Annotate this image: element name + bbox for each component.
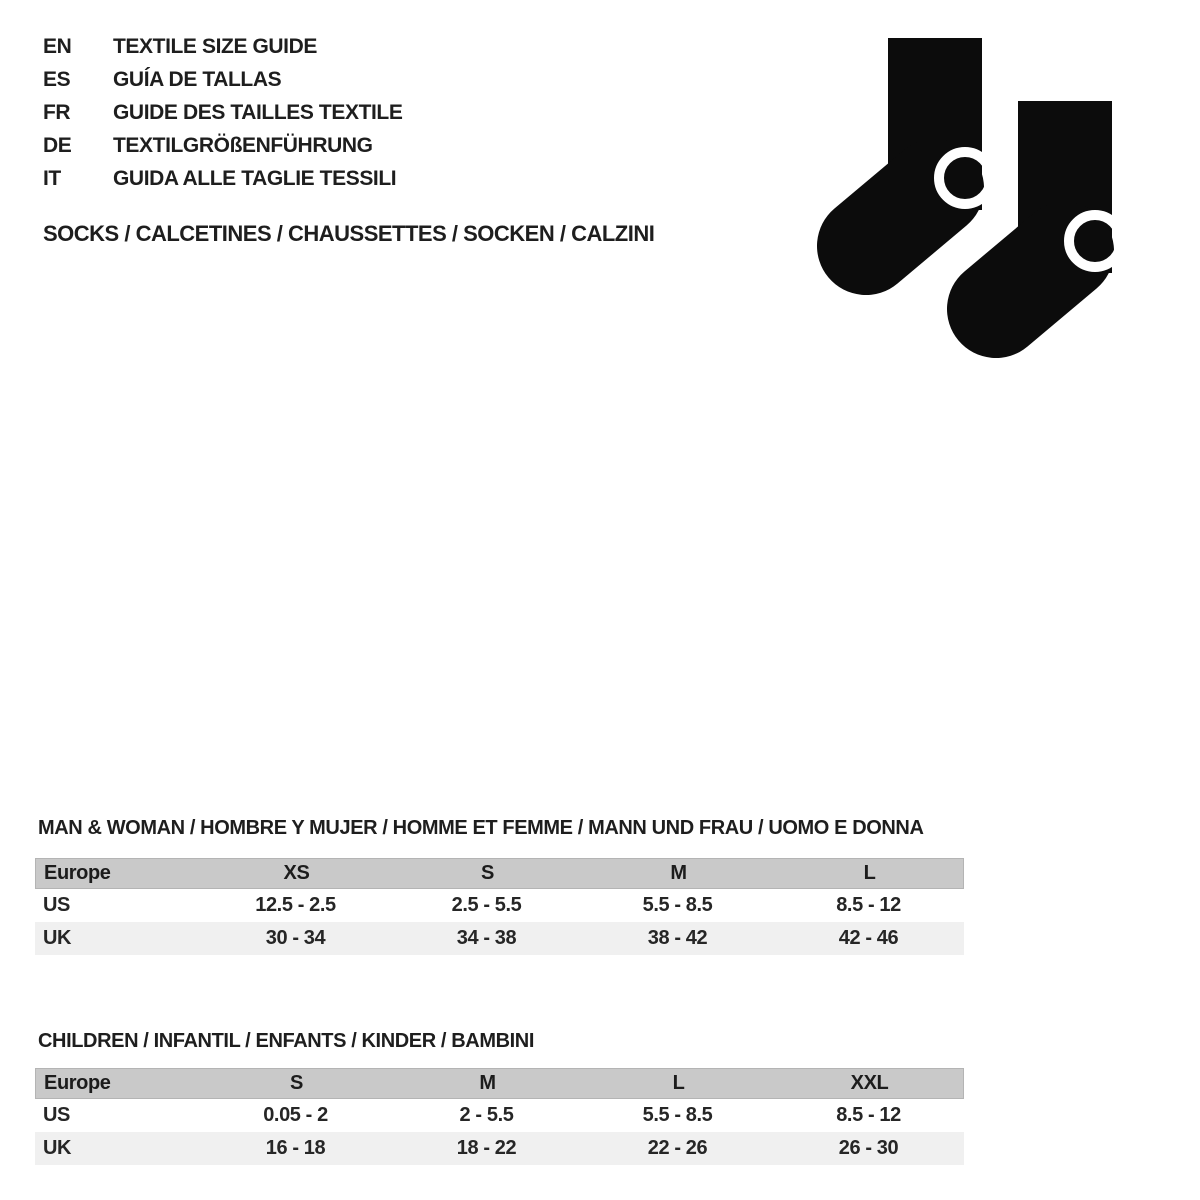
- socks-icon: [810, 30, 1130, 360]
- column-header-europe: Europe: [44, 1072, 111, 1094]
- row-label-us: US: [43, 894, 70, 916]
- language-label: GUIDE DES TAILLES TEXTILE: [113, 100, 403, 124]
- cell-us-s: 0.05 - 2: [263, 1104, 328, 1126]
- category-line: SOCKS / CALCETINES / CHAUSSETTES / SOCKEN / CALZINI: [43, 221, 655, 246]
- table-header-row: [35, 1068, 964, 1099]
- cell-us-s: 2.5 - 5.5: [451, 894, 522, 916]
- cell-uk-m: 18 - 22: [456, 1137, 517, 1159]
- cell-us-l: 5.5 - 8.5: [642, 1104, 713, 1126]
- language-row-de: [43, 129, 402, 162]
- language-label: GUIDA ALLE TAGLIE TESSILI: [113, 166, 397, 190]
- table-row-uk: [35, 1132, 964, 1165]
- size-table-children: [35, 1068, 964, 1165]
- language-label: TEXTILGRÖßENFÜHRUNG: [113, 133, 373, 157]
- section-heading-children: CHILDREN / INFANTIL / ENFANTS / KINDER / BAMBINI: [38, 1030, 534, 1052]
- cell-us-l: 8.5 - 12: [836, 894, 901, 916]
- cell-us-xxl: 8.5 - 12: [836, 1104, 901, 1126]
- language-row-fr: [43, 96, 402, 129]
- cell-us-m: 2 - 5.5: [459, 1104, 514, 1126]
- language-label: TEXTILE SIZE GUIDE: [113, 34, 317, 58]
- row-label-uk: UK: [43, 1137, 72, 1159]
- column-header-s: S: [290, 1072, 303, 1094]
- column-header-europe: Europe: [44, 862, 111, 884]
- column-header-xxl: XXL: [850, 1072, 889, 1094]
- language-code: FR: [43, 100, 71, 124]
- language-code: IT: [43, 166, 61, 190]
- column-header-l: L: [672, 1072, 685, 1094]
- column-header-xs: XS: [283, 862, 310, 884]
- language-row-en: [43, 30, 402, 63]
- cell-uk-l: 22 - 26: [647, 1137, 708, 1159]
- section-heading-man-woman: MAN & WOMAN / HOMBRE Y MUJER / HOMME ET FEMME / MANN UND FRAU / UOMO E DONNA: [38, 817, 924, 839]
- language-code: EN: [43, 34, 72, 58]
- table-row-us: [35, 1099, 964, 1132]
- cell-us-xs: 12.5 - 2.5: [255, 894, 336, 916]
- language-label: GUÍA DE TALLAS: [113, 67, 282, 91]
- column-header-l: L: [863, 862, 876, 884]
- column-header-s: S: [481, 862, 494, 884]
- language-row-es: [43, 63, 402, 96]
- table-header-row: [35, 858, 964, 889]
- sock-left-shape: [866, 38, 982, 246]
- column-header-m: M: [479, 1072, 496, 1094]
- size-table-man-woman: [35, 858, 964, 955]
- cell-us-m: 5.5 - 8.5: [642, 894, 713, 916]
- sock-right-shape: [996, 101, 1112, 309]
- cell-uk-m: 38 - 42: [647, 927, 708, 949]
- cell-uk-l: 42 - 46: [838, 927, 899, 949]
- cell-uk-xs: 30 - 34: [265, 927, 326, 949]
- cell-uk-s: 34 - 38: [456, 927, 517, 949]
- language-code: DE: [43, 133, 72, 157]
- cell-uk-s: 16 - 18: [265, 1137, 326, 1159]
- row-label-uk: UK: [43, 927, 72, 949]
- cell-uk-xxl: 26 - 30: [838, 1137, 899, 1159]
- table-row-uk: [35, 922, 964, 955]
- language-title-block: [43, 30, 402, 195]
- column-header-m: M: [670, 862, 687, 884]
- language-code: ES: [43, 67, 71, 91]
- row-label-us: US: [43, 1104, 70, 1126]
- table-row-us: [35, 889, 964, 922]
- language-row-it: [43, 162, 402, 195]
